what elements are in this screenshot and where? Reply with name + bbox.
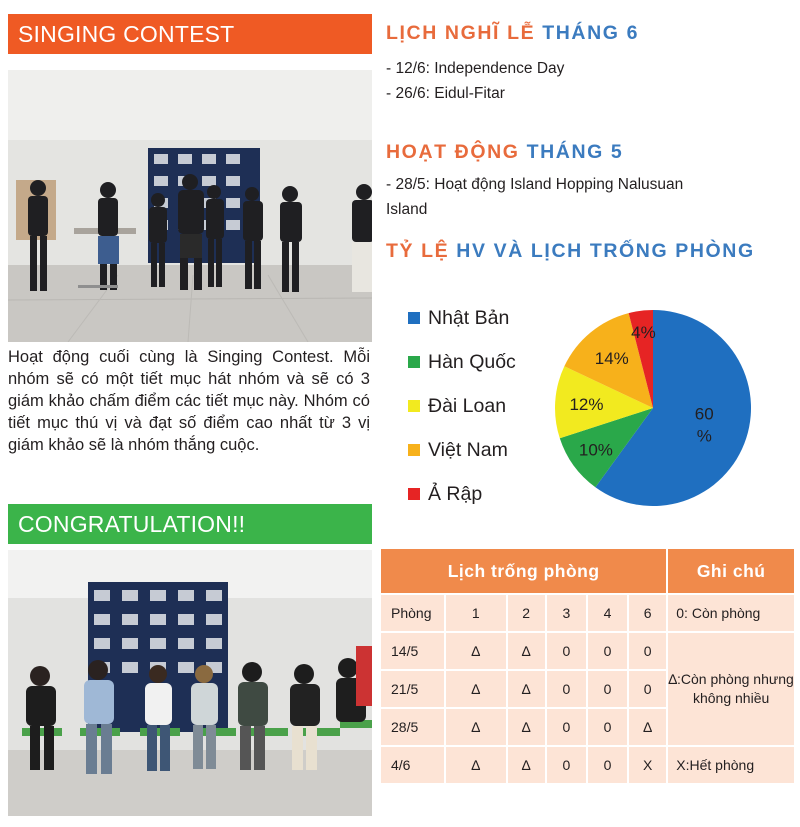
singing-contest-description: Hoạt động cuối cùng là Singing Contest. Mỗi nhóm sẽ có một tiết mục hát nhóm và sẽ có 3 giám khảo chấm điểm các tiết mục này. Nhóm có tiết mục thú vị và đạt số điểm cao nhất từ 3 vị giám khảo sẽ là nhóm thắng cuộc. <box>8 348 370 454</box>
column-label: 2 <box>507 594 546 632</box>
table-cell: ∆ <box>445 708 507 746</box>
holiday-list <box>386 56 564 106</box>
student-ratio-pie-chart <box>538 308 768 508</box>
legend-label: Đài Loan <box>428 394 507 417</box>
table-row <box>380 746 795 784</box>
congratulation-photo <box>8 550 372 816</box>
student-ratio-title <box>386 240 755 263</box>
column-label: 4 <box>587 594 628 632</box>
legend-entry <box>408 384 516 428</box>
table-cell: 0 <box>546 708 587 746</box>
pie-data-label: 10% <box>578 440 613 460</box>
table-cell: 0 <box>628 670 667 708</box>
legend-swatch <box>408 400 420 412</box>
activities-title <box>386 141 623 164</box>
note-available: 0: Còn phòng <box>667 594 795 632</box>
legend-label: Việt Nam <box>428 438 508 461</box>
table-cell: 0 <box>587 708 628 746</box>
table-cell: 0 <box>587 632 628 670</box>
activity-item: - 28/5: Hoạt động Island Hopping Nalusuan Island <box>386 176 684 218</box>
singing-contest-photo-illustration <box>8 70 372 342</box>
legend-swatch <box>408 444 420 456</box>
note-full: X:Hết phòng <box>667 746 795 784</box>
header-room-schedule: Lịch trống phòng <box>380 548 667 594</box>
activities-list <box>386 172 686 222</box>
table-cell: ∆ <box>628 708 667 746</box>
column-label: 3 <box>546 594 587 632</box>
ratio-title-part-a: TỶ LỆ <box>386 240 450 262</box>
legend-entry <box>408 472 516 516</box>
ratio-title-part-b: HV VÀ LỊCH TRỐNG PHÒNG <box>456 240 755 262</box>
row-date: 14/5 <box>380 632 445 670</box>
note-limited: ∆:Còn phòng nhưng không nhiều <box>667 632 795 746</box>
table-header-row <box>380 548 795 594</box>
table-cell: X <box>628 746 667 784</box>
congratulation-photo-illustration <box>8 550 372 816</box>
table-cell: ∆ <box>507 708 546 746</box>
row-date: 28/5 <box>380 708 445 746</box>
row-date: 21/5 <box>380 670 445 708</box>
legend-swatch <box>408 312 420 324</box>
holiday-schedule-title <box>386 22 639 45</box>
congratulation-banner: CONGRATULATION!! <box>8 504 372 544</box>
activities-title-part-b: THÁNG 5 <box>526 141 624 163</box>
table-cell: ∆ <box>507 670 546 708</box>
legend-label: Ả Rập <box>428 482 483 505</box>
activities-title-part-a: HOẠT ĐỘNG <box>386 141 520 163</box>
legend-label: Hàn Quốc <box>428 350 516 373</box>
table-cell: 0 <box>587 746 628 784</box>
holiday-item: - 12/6: Independence Day <box>386 60 565 77</box>
row-date: 4/6 <box>380 746 445 784</box>
table-cell: 0 <box>546 632 587 670</box>
legend-label: Nhật Bản <box>428 306 510 329</box>
legend-entry <box>408 428 516 472</box>
pie-legend <box>408 296 516 516</box>
table-cell: 0 <box>628 632 667 670</box>
singing-contest-banner: SINGING CONTEST <box>8 14 372 54</box>
table-cell: 0 <box>546 746 587 784</box>
pie-data-label: 4% <box>631 323 656 343</box>
table-cell: 0 <box>587 670 628 708</box>
table-cell: 0 <box>546 670 587 708</box>
column-label: Phòng <box>380 594 445 632</box>
table-cell: ∆ <box>445 746 507 784</box>
table-cell: ∆ <box>507 746 546 784</box>
legend-entry <box>408 340 516 384</box>
singing-contest-photo <box>8 70 372 342</box>
legend-swatch <box>408 488 420 500</box>
column-label: 1 <box>445 594 507 632</box>
pie-data-label: 12% <box>569 394 604 414</box>
room-availability-table <box>379 547 796 785</box>
table-row <box>380 594 795 632</box>
holiday-title-part-a: LỊCH NGHĨ LỄ <box>386 22 536 44</box>
table-row <box>380 632 795 670</box>
table-cell: ∆ <box>507 632 546 670</box>
holiday-item: - 26/6: Eidul-Fitar <box>386 85 505 102</box>
table-cell: ∆ <box>445 632 507 670</box>
holiday-title-part-b: THÁNG 6 <box>542 22 640 44</box>
table-cell: ∆ <box>445 670 507 708</box>
pie-data-label: 14% <box>594 349 629 369</box>
legend-entry <box>408 296 516 340</box>
legend-swatch <box>408 356 420 368</box>
pie-data-label: 60 % <box>694 404 714 446</box>
header-notes: Ghi chú <box>667 548 795 594</box>
column-label: 6 <box>628 594 667 632</box>
